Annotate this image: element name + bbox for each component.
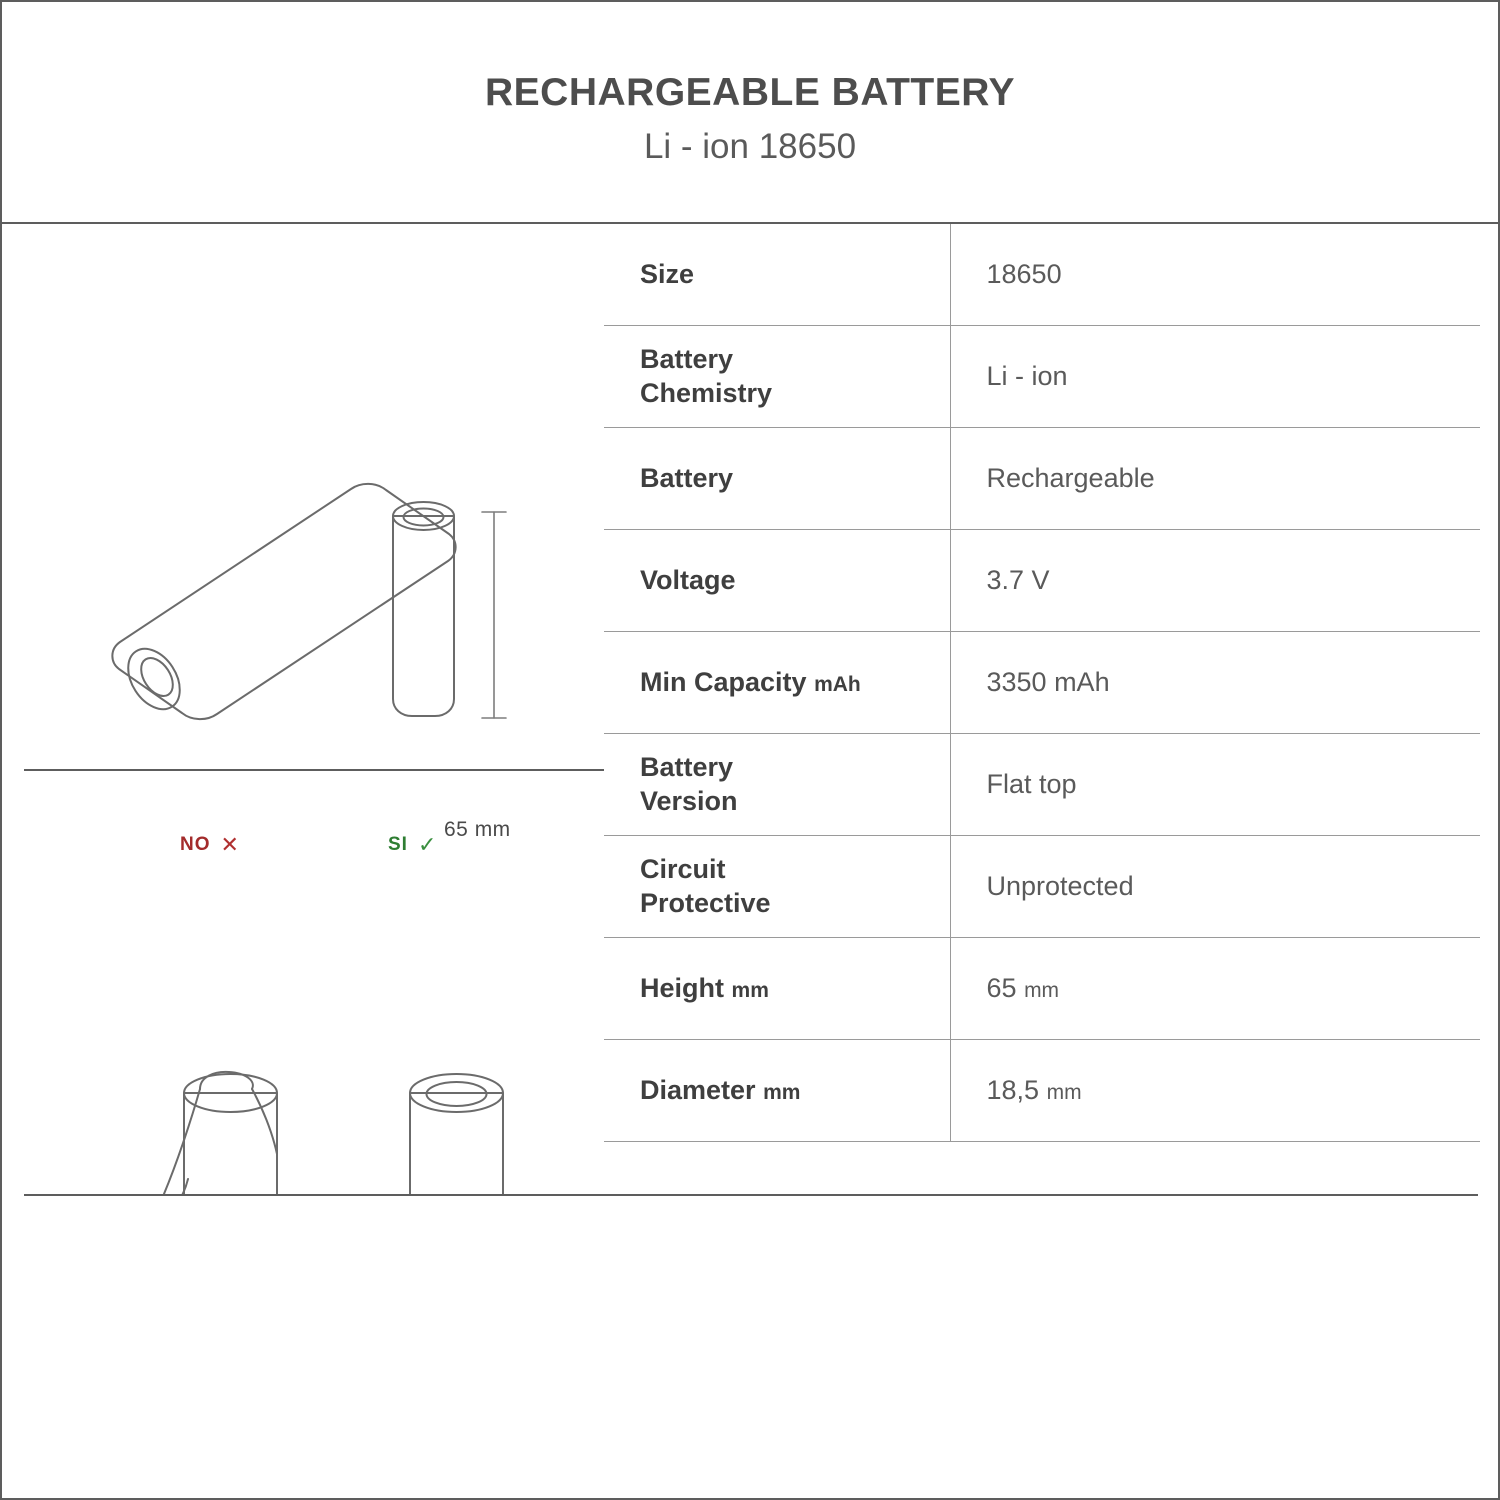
- spec-key: [604, 428, 950, 530]
- spec-value-text: Flat top: [986, 768, 1077, 799]
- spec-key-text: Circuit Protective: [640, 853, 771, 918]
- spec-key-unit: mAh: [814, 672, 861, 696]
- spec-value: [950, 530, 1480, 632]
- dimension-line: [482, 512, 506, 718]
- check-icon: ✓: [417, 832, 438, 857]
- usage-good-tag: [388, 832, 437, 858]
- spec-key-text: Battery Chemistry: [640, 343, 773, 408]
- spec-value-text: 3350 mAh: [986, 666, 1110, 697]
- spec-key: [604, 836, 950, 938]
- page-subtitle: Li - ion 18650: [643, 127, 857, 166]
- spec-value-text: Unprotected: [986, 870, 1134, 901]
- spec-key-text: Battery Version: [640, 751, 738, 816]
- spec-key-text: Size: [640, 258, 695, 289]
- spec-value: [950, 632, 1480, 734]
- page-title: RECHARGEABLE BATTERY: [484, 71, 1015, 114]
- table-row: [604, 938, 1480, 1040]
- spec-key-text: Height: [640, 972, 724, 1003]
- spec-key: [604, 530, 950, 632]
- spec-value-text: Li - ion: [986, 360, 1068, 391]
- spec-value-text: 3.7 V: [986, 564, 1050, 595]
- spec-key: [604, 632, 950, 734]
- battery-cylinder-vertical-icon: [393, 502, 454, 716]
- table-row: [604, 734, 1480, 836]
- usage-bad-label: NO: [180, 834, 211, 855]
- spec-value: [950, 326, 1480, 428]
- battery-flat-top-icon: [410, 1074, 503, 1194]
- spec-key-unit: mm: [731, 978, 769, 1002]
- spec-key-text: Min Capacity: [640, 666, 807, 697]
- spec-value: [950, 836, 1480, 938]
- usage-panel: [24, 771, 604, 1194]
- dimensions-drawings: [24, 224, 604, 771]
- specification-table: [604, 224, 1480, 1142]
- spec-value-unit: mm: [1024, 978, 1060, 1002]
- spec-value-text: 65: [986, 972, 1017, 1003]
- specification-table-body: [604, 224, 1480, 1142]
- spec-key-unit: mm: [763, 1080, 801, 1104]
- illustration-column: [24, 224, 604, 1194]
- spec-key-text: Diameter: [640, 1074, 756, 1105]
- page-header: [2, 2, 1498, 224]
- spec-value: [950, 938, 1480, 1040]
- spec-value: [950, 428, 1480, 530]
- table-row: [604, 428, 1480, 530]
- dimension-label: 65 mm: [444, 818, 511, 841]
- spec-value-text: 18650: [986, 258, 1062, 289]
- spec-value-unit: mm: [1046, 1080, 1082, 1104]
- spec-key: [604, 938, 950, 1040]
- table-row: [604, 224, 1480, 326]
- usage-bad-tag: [180, 832, 240, 858]
- battery-with-solder-tabs-icon: [159, 1072, 277, 1194]
- cross-icon: ✕: [220, 832, 240, 857]
- spec-key: [604, 734, 950, 836]
- table-row: [604, 326, 1480, 428]
- spec-value-text: 18,5: [986, 1074, 1040, 1105]
- spec-key: [604, 224, 950, 326]
- spec-value: [950, 734, 1480, 836]
- spec-key-text: Battery: [640, 462, 734, 493]
- spec-key: [604, 1040, 950, 1142]
- spec-value: [950, 1040, 1480, 1142]
- spec-key: [604, 326, 950, 428]
- table-row: [604, 836, 1480, 938]
- table-row: [604, 632, 1480, 734]
- bottom-divider: [24, 1194, 1478, 1196]
- usage-drawings: [24, 771, 604, 1194]
- spec-value-text: Rechargeable: [986, 462, 1155, 493]
- spec-key-text: Voltage: [640, 564, 736, 595]
- table-row: [604, 530, 1480, 632]
- table-row: [604, 1040, 1480, 1142]
- dimensions-panel: [24, 224, 604, 771]
- spec-value: [950, 224, 1480, 326]
- usage-good-label: SI: [388, 834, 408, 855]
